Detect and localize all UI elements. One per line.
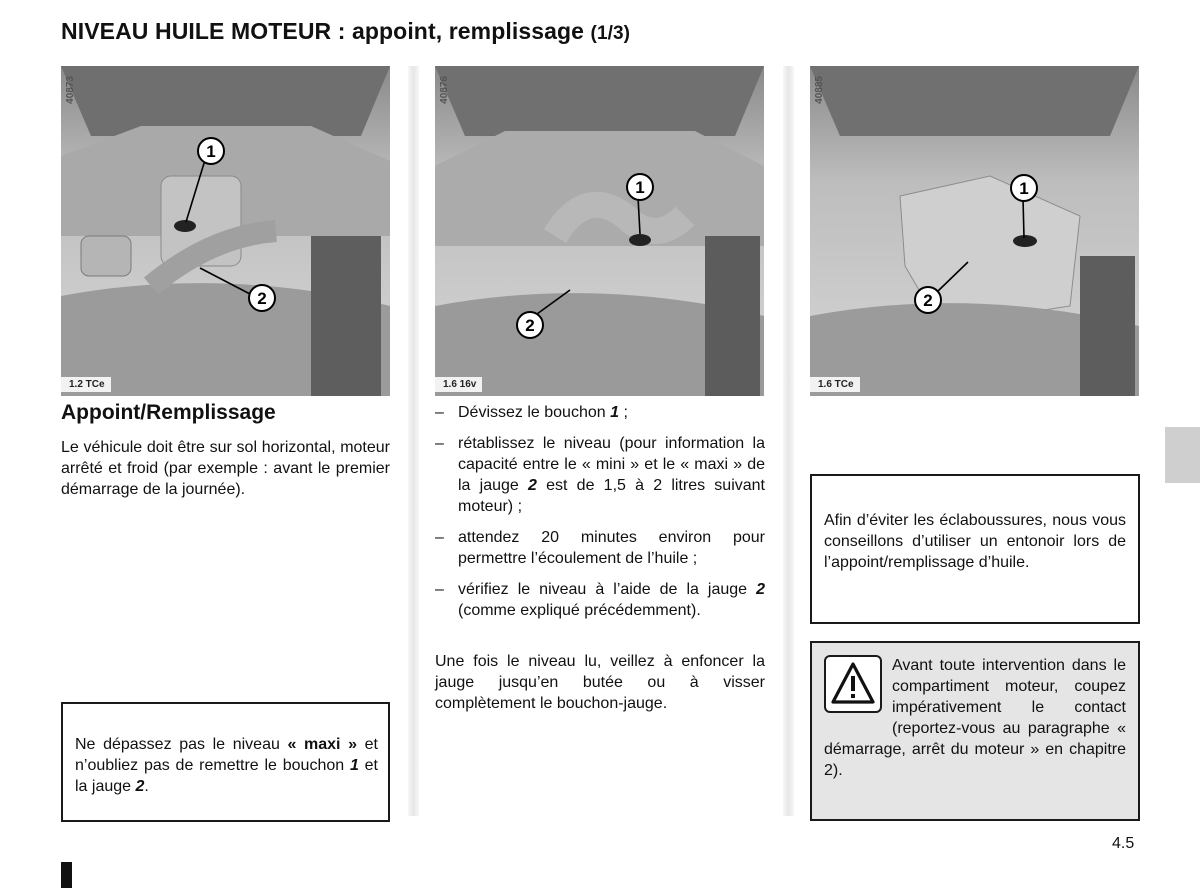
svg-text:1: 1 xyxy=(635,178,645,197)
callout-2-badge xyxy=(515,310,545,340)
engine-photo-1 xyxy=(61,66,390,396)
svg-text:1: 1 xyxy=(206,142,216,161)
list-item: – rétablissez le niveau (pour information la capacité entre le « mini » et le « maxi » de la jauge 2 est de 1,5 à 2 litres suivant moteur) ; xyxy=(435,433,765,517)
section-heading: Appoint/Remplissage xyxy=(61,401,276,424)
svg-text:2: 2 xyxy=(525,316,535,335)
callout-1-badge xyxy=(625,172,655,202)
svg-text:2: 2 xyxy=(923,291,933,310)
intro-paragraph: Le véhicule doit être sur sol horizontal, moteur arrêté et froid (par exemple : avant le premier démarrage de la journée). xyxy=(61,439,390,498)
engine-illustration xyxy=(435,66,764,396)
engine-label: 1.6 16v xyxy=(435,377,482,392)
column-separator-1 xyxy=(408,66,419,816)
svg-text:2: 2 xyxy=(257,289,267,308)
procedure-steps xyxy=(435,402,765,631)
engine-photo-3 xyxy=(810,66,1139,396)
funnel-advice-note xyxy=(810,474,1140,624)
callout-1-badge xyxy=(1009,173,1039,203)
safety-warning-text: Avant toute intervention dans le compartiment moteur, coupez impérativement le contact (reportez-vous au paragraphe « démarrage, arrêt du moteur » en chapitre 2). xyxy=(824,657,1126,779)
engine-label: 1.6 TCe xyxy=(810,377,860,392)
list-item: – attendez 20 minutes environ pour permettre l’écoulement de l’huile ; xyxy=(435,527,765,569)
max-level-note xyxy=(61,702,390,822)
closing-paragraph: Une fois le niveau lu, veillez à enfoncer la jauge jusqu’en butée ou à visser complètement le bouchon-jauge. xyxy=(435,653,765,712)
callout-1-badge xyxy=(196,136,226,166)
engine-illustration xyxy=(61,66,390,396)
warning-triangle-icon xyxy=(824,655,882,713)
page-title-text: NIVEAU HUILE MOTEUR : appoint, remplissage xyxy=(61,18,585,44)
max-level-note-text: Ne dépassez pas le niveau « maxi » et n’oubliez pas de remettre le bouchon 1 et la jauge 2. xyxy=(75,736,379,795)
figure-code: 40873 xyxy=(65,76,76,104)
callout-2-badge xyxy=(913,285,943,315)
corner-mark xyxy=(61,862,72,888)
funnel-advice-text: Afin d’éviter les éclaboussures, nous vous conseillons d’utiliser un entonoir lors de l’appoint/remplissage d’huile. xyxy=(824,512,1126,571)
safety-warning xyxy=(810,641,1140,821)
engine-photo-2 xyxy=(435,66,764,396)
engine-illustration xyxy=(810,66,1139,396)
chapter-tab xyxy=(1165,427,1200,483)
list-item: – Dévissez le bouchon 1 ; xyxy=(435,402,765,423)
page-number: 4.5 xyxy=(1112,835,1135,852)
figure-code: 40876 xyxy=(439,76,450,104)
svg-text:1: 1 xyxy=(1019,179,1029,198)
page-title xyxy=(61,18,630,45)
engine-label: 1.2 TCe xyxy=(61,377,111,392)
page-title-part: (1/3) xyxy=(590,23,631,44)
callout-2-badge xyxy=(247,283,277,313)
figure-code: 40885 xyxy=(814,76,825,104)
column-separator-2 xyxy=(783,66,794,816)
list-item: – vérifiez le niveau à l’aide de la jauge 2 (comme expliqué précédemment). xyxy=(435,579,765,621)
